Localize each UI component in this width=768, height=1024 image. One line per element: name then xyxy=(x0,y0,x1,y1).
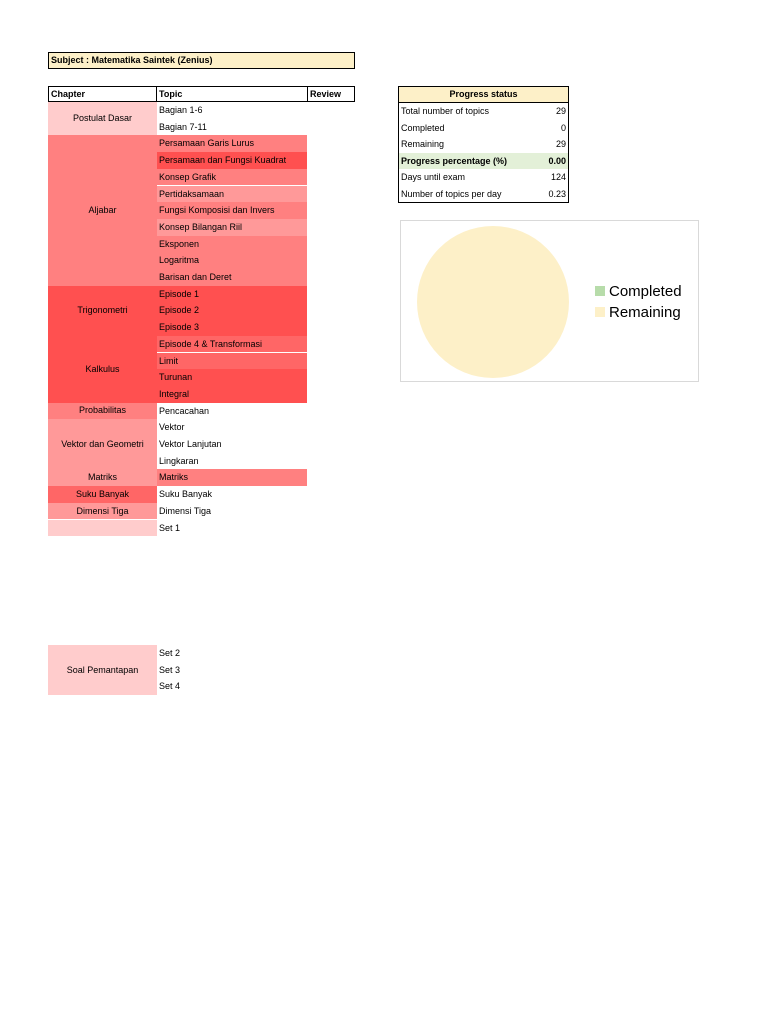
pie-slice-remaining xyxy=(417,226,569,378)
progress-value: 0.00 xyxy=(548,155,566,166)
topic-row[interactable]: Set 1 xyxy=(157,520,307,537)
legend-label: Completed xyxy=(609,283,682,300)
topic-row[interactable]: Logaritma xyxy=(157,252,307,269)
pie-chart-svg xyxy=(401,221,700,383)
progress-row xyxy=(399,186,568,203)
topic-row[interactable]: Episode 2 xyxy=(157,302,307,319)
topic-row[interactable]: Turunan xyxy=(157,369,307,386)
topic-row[interactable]: Pertidaksamaan xyxy=(157,186,307,203)
topic-row[interactable]: Dimensi Tiga xyxy=(157,503,307,520)
topic-row[interactable]: Persamaan dan Fungsi Kuadrat xyxy=(157,152,307,169)
topic-row[interactable]: Episode 3 xyxy=(157,319,307,336)
topic-row[interactable]: Set 3 xyxy=(157,662,307,679)
topic-row[interactable]: Integral xyxy=(157,386,307,403)
progress-value: 124 xyxy=(550,172,566,183)
subject-title: Subject : Matematika Saintek (Zenius) xyxy=(48,52,355,69)
chapter-cell: Kalkulus xyxy=(48,336,157,403)
progress-label: Progress percentage (%) xyxy=(401,155,508,166)
legend-label: Remaining xyxy=(609,304,681,321)
header-review: Review xyxy=(307,86,355,102)
progress-value: 29 xyxy=(555,106,566,116)
topic-row[interactable]: Limit xyxy=(157,353,307,370)
progress-pie-chart xyxy=(400,220,699,382)
topic-row[interactable]: Set 2 xyxy=(157,645,307,662)
progress-row xyxy=(399,153,568,170)
progress-status-title: Progress status xyxy=(398,86,569,102)
progress-value: 0 xyxy=(560,122,566,133)
progress-row xyxy=(399,169,568,186)
chapter-cell xyxy=(48,520,157,537)
progress-label: Remaining xyxy=(401,139,445,150)
chapter-cell: Soal Pemantapan xyxy=(48,645,157,695)
progress-value: 0.23 xyxy=(548,189,566,199)
header-topic: Topic xyxy=(156,86,308,102)
topic-row[interactable]: Vektor Lanjutan xyxy=(157,436,307,453)
topic-row[interactable]: Eksponen xyxy=(157,236,307,253)
chapter-cell: Trigonometri xyxy=(48,286,157,336)
chapter-cell: Matriks xyxy=(48,469,157,486)
topic-row[interactable]: Pencacahan xyxy=(157,403,307,420)
topic-row[interactable]: Lingkaran xyxy=(157,453,307,470)
progress-row xyxy=(399,136,568,153)
topic-row[interactable]: Fungsi Komposisi dan Invers xyxy=(157,202,307,219)
topic-row[interactable]: Vektor xyxy=(157,419,307,436)
topic-row[interactable]: Barisan dan Deret xyxy=(157,269,307,286)
legend-swatch xyxy=(595,286,605,296)
progress-label: Days until exam xyxy=(401,172,466,183)
topic-row[interactable]: Konsep Bilangan Riil xyxy=(157,219,307,236)
topic-row[interactable]: Episode 4 & Transformasi xyxy=(157,336,307,353)
progress-status-table xyxy=(398,102,569,203)
legend-swatch xyxy=(595,307,605,317)
progress-label: Completed xyxy=(401,122,445,133)
topic-row[interactable]: Set 4 xyxy=(157,678,307,695)
topic-row[interactable]: Suku Banyak xyxy=(157,486,307,503)
progress-value: 29 xyxy=(555,139,566,150)
chapter-cell: Vektor dan Geometri xyxy=(48,419,157,469)
progress-row xyxy=(399,103,568,120)
chapter-cell: Aljabar xyxy=(48,135,157,285)
topic-row[interactable]: Bagian 1-6 xyxy=(157,102,307,119)
header-chapter: Chapter xyxy=(48,86,158,102)
progress-label: Number of topics per day xyxy=(401,189,502,199)
topic-row[interactable]: Persamaan Garis Lurus xyxy=(157,135,307,152)
chapter-cell: Dimensi Tiga xyxy=(48,503,157,520)
chapter-cell: Suku Banyak xyxy=(48,486,157,503)
topic-row[interactable]: Konsep Grafik xyxy=(157,169,307,186)
progress-label: Total number of topics xyxy=(401,106,490,116)
topic-row[interactable]: Matriks xyxy=(157,469,307,486)
topic-row[interactable]: Bagian 7-11 xyxy=(157,119,307,136)
topic-row[interactable]: Episode 1 xyxy=(157,286,307,303)
progress-row xyxy=(399,120,568,137)
chapter-cell: Postulat Dasar xyxy=(48,102,157,135)
chapter-cell: Probabilitas xyxy=(48,403,157,420)
